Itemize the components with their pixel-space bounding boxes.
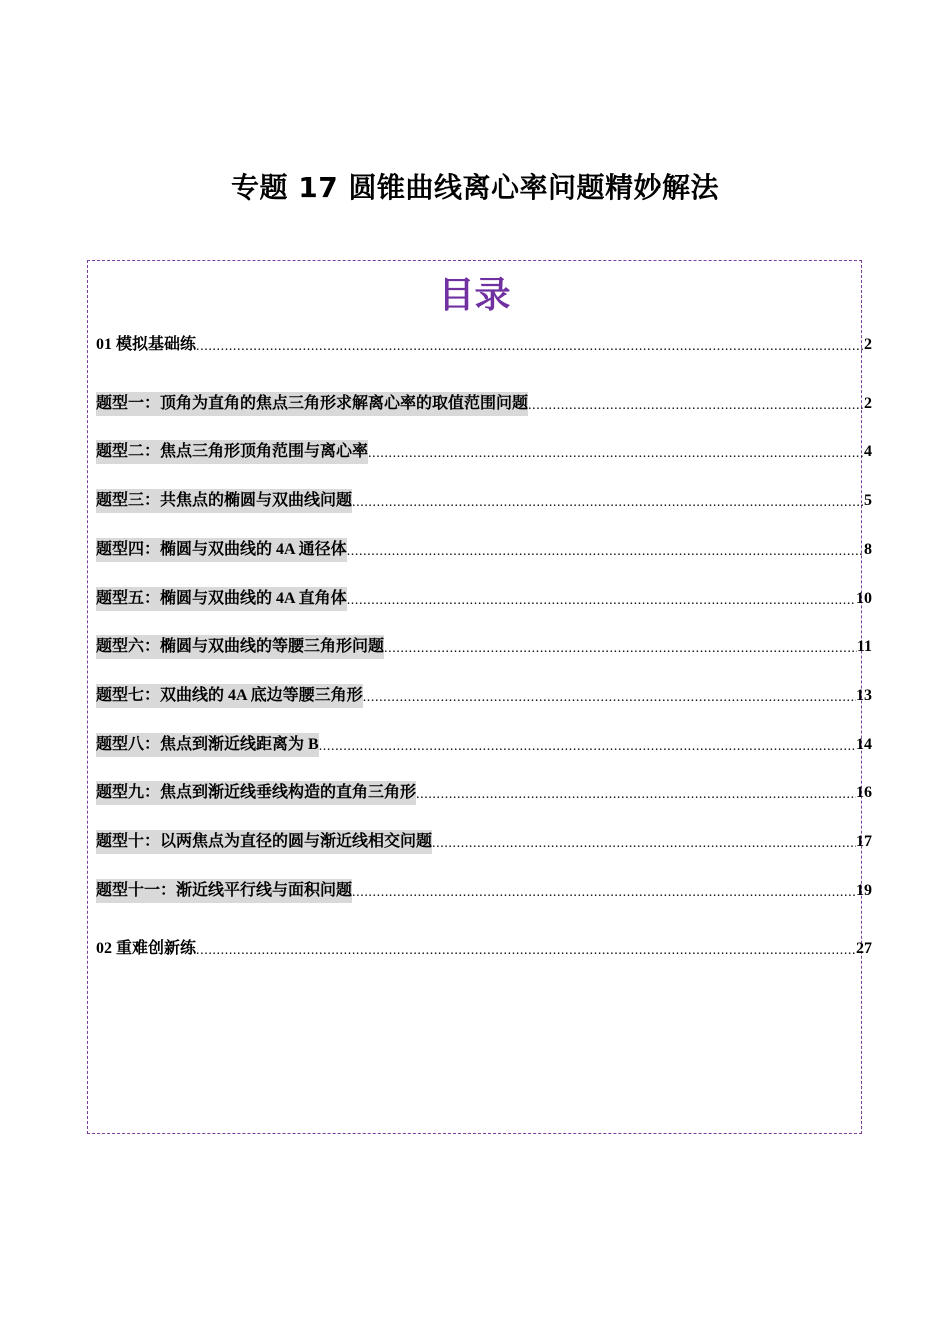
toc-entry-label: 题型六：椭圆与双曲线的等腰三角形问题 [96,635,384,659]
toc-dot-leader [347,538,864,562]
toc-entry-label: 题型七：双曲线的 4A 底边等腰三角形 [96,684,363,708]
toc-dot-leader [384,635,857,659]
toc-entry-label: 题型十：以两焦点为直径的圆与渐近线相交问题 [96,830,432,854]
toc-entry-page: 13 [856,687,872,704]
toc-entry-label: 题型四：椭圆与双曲线的 4A 通径体 [96,538,347,562]
toc-entry-label: 题型三：共焦点的椭圆与双曲线问题 [96,489,352,513]
toc-entry[interactable] [96,879,872,903]
toc-entry-page: 4 [864,443,872,460]
toc-entry-label: 02 重难创新练 [96,940,197,957]
toc-entry[interactable] [96,392,872,416]
toc-dot-leader [196,937,856,961]
toc-entry-page: 19 [856,882,872,899]
toc-entry-label: 题型八：焦点到渐近线距离为 B [96,733,319,757]
toc-entry[interactable] [96,440,872,464]
toc-dot-leader [363,684,856,708]
toc-entry-label: 01 模拟基础练 [96,336,197,353]
toc-entry-label: 题型十一：渐近线平行线与面积问题 [96,879,352,903]
toc-dot-leader [352,879,856,903]
toc-dot-leader [368,440,864,464]
toc-entry[interactable] [96,937,872,961]
toc-dot-leader [319,733,856,757]
toc-entry-label: 题型二：焦点三角形顶角范围与离心率 [96,440,368,464]
toc-entry-page: 5 [864,492,872,509]
toc-entry[interactable] [96,587,872,611]
document-title: 专题 17 圆锥曲线离心率问题精妙解法 [231,171,719,204]
toc-entry-page: 27 [856,940,872,957]
toc-entry-page: 14 [856,736,872,753]
toc-entry-page: 2 [864,336,872,353]
toc-dot-leader [196,333,864,357]
toc-entry[interactable] [96,333,872,357]
toc-entry-label: 题型九：焦点到渐近线垂线构造的直角三角形 [96,781,416,805]
toc-entry[interactable] [96,781,872,805]
toc-entry-page: 10 [856,590,872,607]
toc-dot-leader [416,781,856,805]
toc-entry-page: 2 [864,395,872,412]
toc-heading: 目录 [438,275,511,316]
toc-entry-page: 17 [856,833,872,850]
toc-entry[interactable] [96,830,872,854]
toc-entry-page: 16 [856,784,872,801]
toc-entry[interactable] [96,489,872,513]
toc-entry[interactable] [96,635,872,659]
toc-dot-leader [432,830,856,854]
toc-entry[interactable] [96,684,872,708]
toc-entry[interactable] [96,538,872,562]
toc-entry-page: 8 [864,541,872,558]
toc-dot-leader [528,392,864,416]
toc-dot-leader [352,489,864,513]
toc-entry-page: 11 [856,638,872,655]
toc-entry-label: 题型五：椭圆与双曲线的 4A 直角体 [96,587,347,611]
toc-entry[interactable] [96,733,872,757]
toc-dot-leader [347,587,856,611]
toc-entry-label: 题型一：顶角为直角的焦点三角形求解离心率的取值范围问题 [96,392,528,416]
